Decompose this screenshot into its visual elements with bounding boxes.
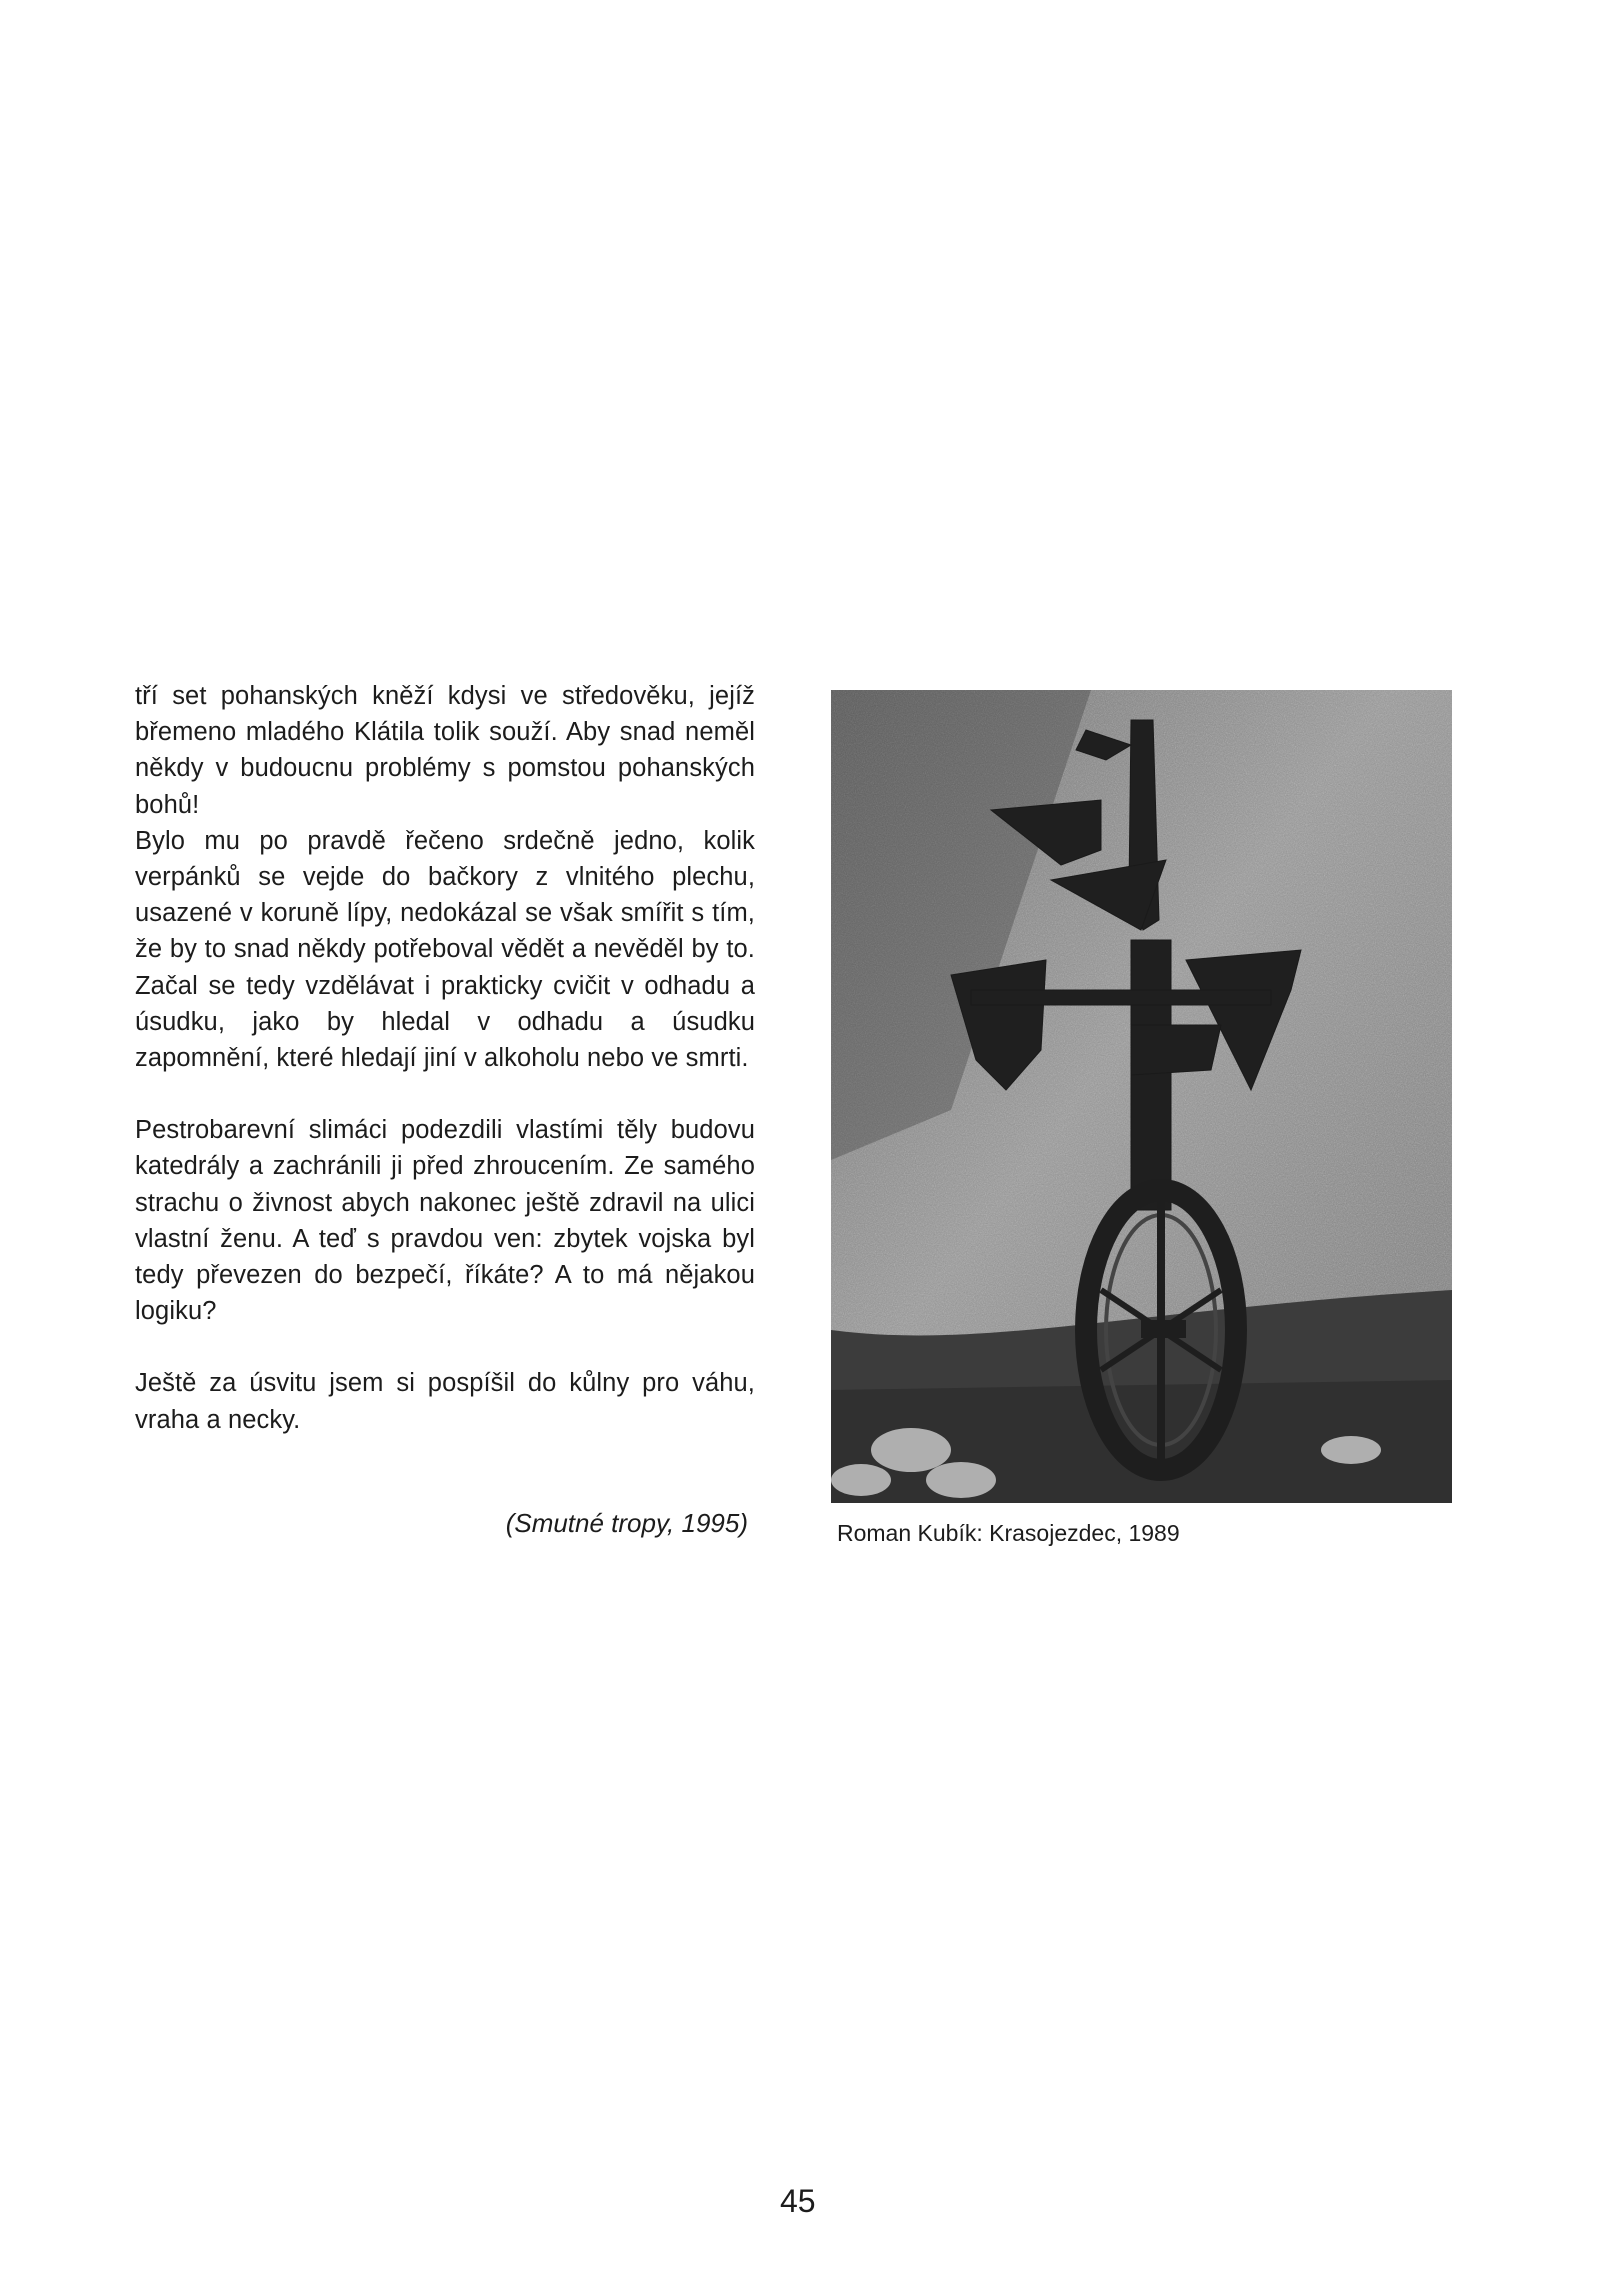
paragraph-3: Ještě za úsvitu jsem si pospíšil do kůlny pro váhu, vraha a necky.	[135, 1369, 755, 1434]
page-number: 45	[780, 2183, 816, 2219]
paragraph-2: Pestrobarevní slimáci podezdili vlastími těly budovu katedrály a zachránili ji před zhroucením. Ze samého strachu o živnost abych nakonec ještě zdravil na ulici vlastní ženu. A teď s pravdou ven: zbytek vojska byl tedy převezen do bezpečí, říkáte? A to má nějakou logiku?	[135, 1116, 755, 1326]
photo-caption: Roman Kubík: Krasojezdec, 1989	[837, 1520, 1180, 1546]
photograph-image	[831, 690, 1452, 1503]
photograph	[831, 690, 1452, 1503]
paragraph-1: tří set pohanských kněží kdysi ve středověku, jejíž břemeno mladého Klátila tolik souží. Aby snad neměl někdy v budoucnu problémy s pomstou pohanských bohů! Bylo mu po pravdě řečeno srdečně jedno, kolik verpánků se vejde do bačkory z vlnitého plechu, usazené v koruně lípy, nedokázal se však smířit s tím, že by to snad někdy potřeboval vědět a nevěděl by to. Začal se tedy vzdělávat i prakticky cvičit v odhadu a úsudku, jako by hledal v odhadu a úsudku zapomnění, které hledají jiní v alkoholu nebo ve smrti.	[135, 682, 755, 1073]
article-text	[135, 678, 755, 1438]
source-citation: (Smutné tropy, 1995)	[505, 1508, 748, 1538]
